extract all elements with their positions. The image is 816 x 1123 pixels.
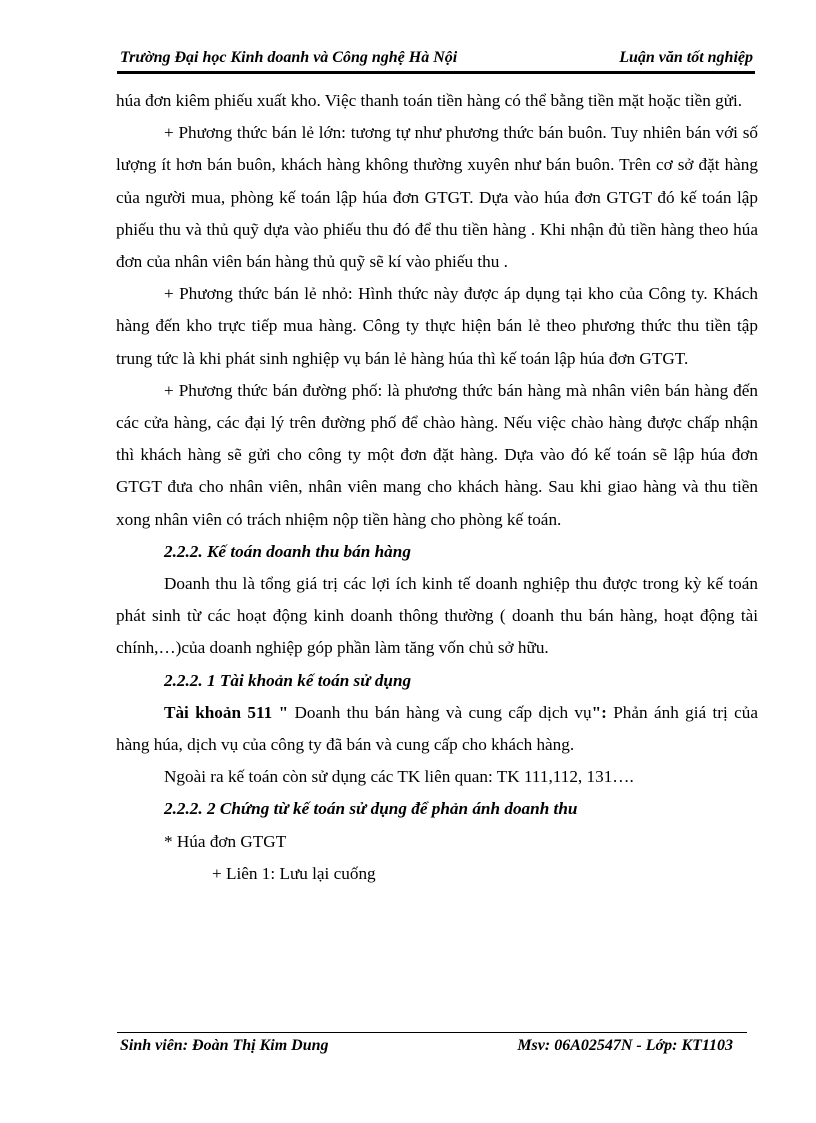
paragraph-retail-large: + Phương thức bán lẻ lớn: tương tự như phương thức bán buôn. Tuy nhiên bán với số lượng ít hơn bán buôn, khách hàng không thường xuyên như bán buôn. Trên cơ sở đặt hàng của người mua, phòng kế toán lập húa đơn GTGT. Dựa vào húa đơn GTGT đó kế toán lập phiếu thu và thủ quỹ dựa vào phiếu thu đó để thu tiền hàng . Khi nhận đủ tiền hàng theo húa đơn của nhân viên bán hàng thủ quỹ sẽ kí vào phiếu thu . xyxy=(116,123,758,272)
paragraph-account-511 xyxy=(116,697,758,761)
account-511-description: Phản ánh giá trị của hàng húa, dịch vụ của công ty đã bán và cung cấp cho khách hàng. xyxy=(116,702,758,755)
header-university: Trường Đại học Kinh doanh và Công nghệ Hà Nội xyxy=(120,49,458,66)
bullet-vat-invoice: * Húa đơn GTGT xyxy=(164,831,287,851)
account-511-label: Tài khoản 511 " xyxy=(164,702,289,722)
heading-accounts-used: 2.2.2. 1 Tài khoản kế toán sử dụng xyxy=(164,670,412,690)
footer-divider xyxy=(117,1032,747,1033)
heading-documents-used: 2.2.2. 2 Chứng từ kế toán sử dụng để phản ánh doanh thu xyxy=(164,799,578,819)
sub-bullet-copy-1: + Liên 1: Lưu lại cuống xyxy=(212,863,376,883)
paragraph-1: húa đơn kiêm phiếu xuất kho. Việc thanh toán tiền hàng có thể bằng tiền mặt hoặc tiền gửi. xyxy=(116,91,743,110)
paragraph-retail-small: + Phương thức bán lẻ nhỏ: Hình thức này được áp dụng tại kho của Công ty. Khách hàng đến kho trực tiếp mua hàng. Công ty thực hiện bán lẻ theo phương thức thu tiền tập trung tức là khi phát sinh nghiệp vụ bán lẻ hàng húa thì kế toán lập húa đơn GTGT. xyxy=(116,284,758,368)
heading-revenue-accounting: 2.2.2. Kế toán doanh thu bán hàng xyxy=(164,541,411,561)
page-footer xyxy=(117,1037,747,1061)
footer-student-id: Msv: 06A02547N - Lớp: KT1103 xyxy=(517,1037,733,1054)
document-body xyxy=(116,85,758,890)
paragraph-street-sales: + Phương thức bán đường phố: là phương thức bán hàng mà nhân viên bán hàng đến các cửa hàng, các đại lý trên đường phố để chào hàng. Nếu việc chào hàng được chấp nhận thì khách hàng sẽ gửi cho công ty một đơn đặt hàng. Dựa vào đó kế toán sẽ lập húa đơn GTGT đưa cho nhân viên, nhân viên mang cho khách hàng. Sau khi giao hàng và thu tiền xong nhân viên có trách nhiệm nộp tiền hàng cho phòng kế toán. xyxy=(116,380,758,529)
paragraph-revenue-definition: Doanh thu là tổng giá trị các lợi ích kinh tế doanh nghiệp thu được trong kỳ kế toán phát sinh từ các hoạt động kinh doanh thông thường ( doanh thu bán hàng, hoạt động tài chính,…)của doanh nghiệp góp phần làm tăng vốn chủ sở hữu. xyxy=(116,574,758,658)
header-divider xyxy=(117,71,755,74)
paragraph-related-accounts: Ngoài ra kế toán còn sử dụng các TK liên quan: TK 111,112, 131…. xyxy=(164,767,634,787)
footer-student: Sinh viên: Đoàn Thị Kim Dung xyxy=(120,1037,329,1054)
account-511-name: Doanh thu bán hàng và cung cấp dịch vụ xyxy=(288,702,592,722)
account-511-quote: ": xyxy=(591,702,607,722)
page-header xyxy=(117,46,755,70)
header-doc-type: Luận văn tốt nghiệp xyxy=(619,49,753,66)
